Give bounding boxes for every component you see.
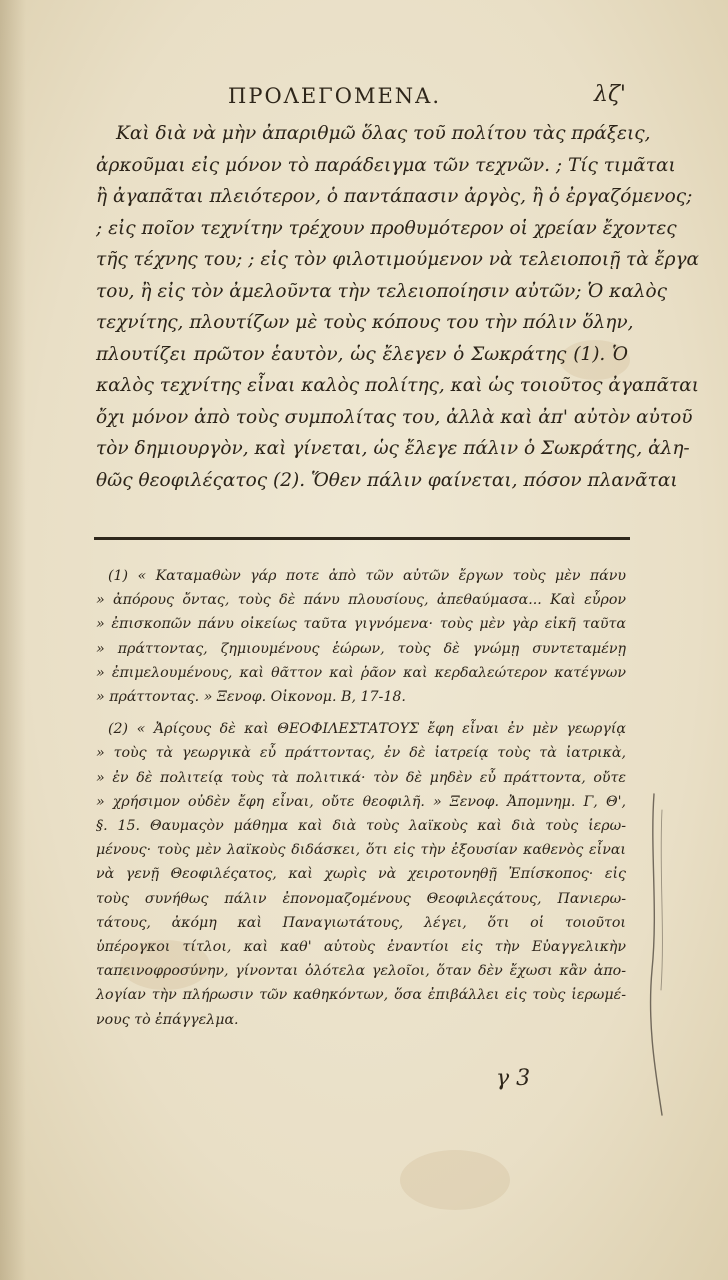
gutter-shadow [0,0,26,1280]
page-number: λζ' [594,82,626,107]
footnote-line: » ἐν δὲ πολιτείᾳ τοὺς τὰ πολιτικά· τὸν δὲ μηδὲν εὖ πράττοντα, οὔτε [96,769,626,786]
footnote-line: » πράττοντας. » Ξενοφ. Οἰκονομ. Β, 17-18. [96,689,406,706]
footnotes [96,564,626,1032]
signature-mark: γ 3 [496,1066,531,1091]
text-line: τὸν δημιουργὸν, καὶ γίνεται, ὡς ἔλεγε πάλιν ὁ Σωκράτης, ἀλη- [96,438,690,459]
footnote-line: » πράττοντας, ζημιουμένους ἑώρων, τοὺς δὲ γνώμῃ συντεταμένῃ [96,640,626,657]
text-line: καλὸς τεχνίτης εἶναι καλὸς πολίτης, καὶ ὡς τοιοῦτος ἀγαπᾶται [96,375,700,396]
page-header [0,84,728,118]
footnote-line: (2) « Ἀρίςους δὲ καὶ ΘΕΟΦΙΛΕΣΤΑΤΟΥΣ ἔφη εἶναι ἐν μὲν γεωργίᾳ [108,721,626,738]
text-line: ἀρκοῦμαι εἰς μόνον τὸ παράδειγμα τῶν τεχνῶν. ; Τίς τιμᾶται [96,154,676,176]
main-text [96,118,700,496]
footnote-line: λογίαν τὴν πλήρωσιν τῶν καθηκόντων, ὅσα ἐπιβάλλει εἰς τοὺς ἱερωμέ- [96,987,626,1004]
footnote-line: » ἐπιμελουμένους, καὶ θᾶττον καὶ ῥᾶον καὶ κερδαλεώτερον κατέγνων [96,664,626,681]
running-head: ΠΡΟΛΕΓΟΜΕΝΑ. [228,84,441,108]
footnote-line: §. 15. Θαυμαςὸν μάθημα καὶ διὰ τοὺς λαϊκοὺς καὶ διὰ τοὺς ἱερω- [96,818,626,835]
footnote-1 [96,564,626,709]
foxing-spot [400,1150,510,1210]
text-line: Καὶ διὰ νὰ μὴν ἀπαριθμῶ ὅλας τοῦ πολίτου τὰς πράξεις, [116,123,651,144]
text-line: ἢ ἀγαπᾶται πλειότερον, ὁ παντάπασιν ἀργὸς, ἢ ὁ ἐργαζόμενος; [96,186,693,207]
text-line: τεχνίτης, πλουτίζων μὲ τοὺς κόπους του τὴν πόλιν ὅλην, [96,312,634,333]
footnote-2 [96,717,626,1032]
text-line: τῆς τέχνης του; ; εἰς τὸν φιλοτιμούμενον νὰ τελειοποιῇ τὰ ἔργα [96,249,700,270]
footnote-line: νους τὸ ἐπάγγελμα. [96,1011,239,1028]
footnote-line: νὰ γενῇ Θεοφιλέςατος, καὶ χωρὶς νὰ χειροτονηθῇ Ἐπίσκοπος· εἰς [96,866,626,883]
footnote-line: τοὺς συνήθως πάλιν ἐπονομαζομένους Θεοφιλεςάτους, Πανιερω- [96,890,626,907]
footnote-line: ὑπέρογκοι τίτλοι, καὶ καθ' αὑτοὺς ἐναντίοι εἰς τὴν Εὐαγγελικὴν [96,939,626,956]
text-line: ὄχι μόνον ἀπὸ τοὺς συμπολίτας του, ἀλλὰ καὶ ἀπ' αὐτὸν αὐτοῦ [96,406,693,428]
footnote-line: » τοὺς τὰ γεωργικὰ εὖ πράττοντας, ἐν δὲ ἰατρείᾳ τοὺς τὰ ἰατρικὰ, [96,745,626,762]
pencil-margin-mark [632,790,682,1120]
footnote-line: » ἐπισκοπῶν πάνυ οἰκείως ταῦτα γιγνόμενα· τοὺς μὲν γὰρ εἰκῆ ταῦτα [96,616,626,633]
footnote-line: » χρήσιμον οὐδὲν ἔφη εἶναι, οὔτε θεοφιλῆ. » Ξενοφ. Ἀπομνημ. Γ, Θ', [96,793,626,810]
footnote-line: μένους· τοὺς μὲν λαϊκοὺς διδάσκει, ὅτι εἰς τὴν ἐξουσίαν καθενὸς εἶναι [96,842,626,859]
text-line: του, ἢ εἰς τὸν ἀμελοῦντα τὴν τελειοποίησιν αὐτῶν; Ὁ καλὸς [96,280,668,302]
footnote-line: τάτους, ἀκόμη καὶ Παναγιωτάτους, λέγει, ὅτι οἱ τοιοῦτοι [96,914,626,931]
footnote-line: (1) « Καταμαθὼν γάρ ποτε ἀπὸ τῶν αὐτῶν ἔργων τοὺς μὲν πάνυ [108,568,626,584]
text-line: θῶς θεοφιλέςατος (2). Ὅθεν πάλιν φαίνεται, πόσον πλανᾶται [96,469,678,491]
footnote-rule [94,537,630,540]
footnote-line: ταπεινοφροσύνην, γίνονται ὁλότελα γελοῖοι, ὅταν δὲν ἔχωσι κἂν ἀπο- [96,963,626,980]
footnote-line: » ἀπόρους ὄντας, τοὺς δὲ πάνυ πλουσίους, ἀπεθαύμασα... Καὶ εὗρον [96,592,626,609]
footnote-gap [96,709,626,717]
text-line: ; εἰς ποῖον τεχνίτην τρέχουν προθυμότερον οἱ χρείαν ἔχοντες [96,217,677,239]
text-line: πλουτίζει πρῶτον ἑαυτὸν, ὡς ἔλεγεν ὁ Σωκράτης (1). Ὁ [96,343,628,365]
